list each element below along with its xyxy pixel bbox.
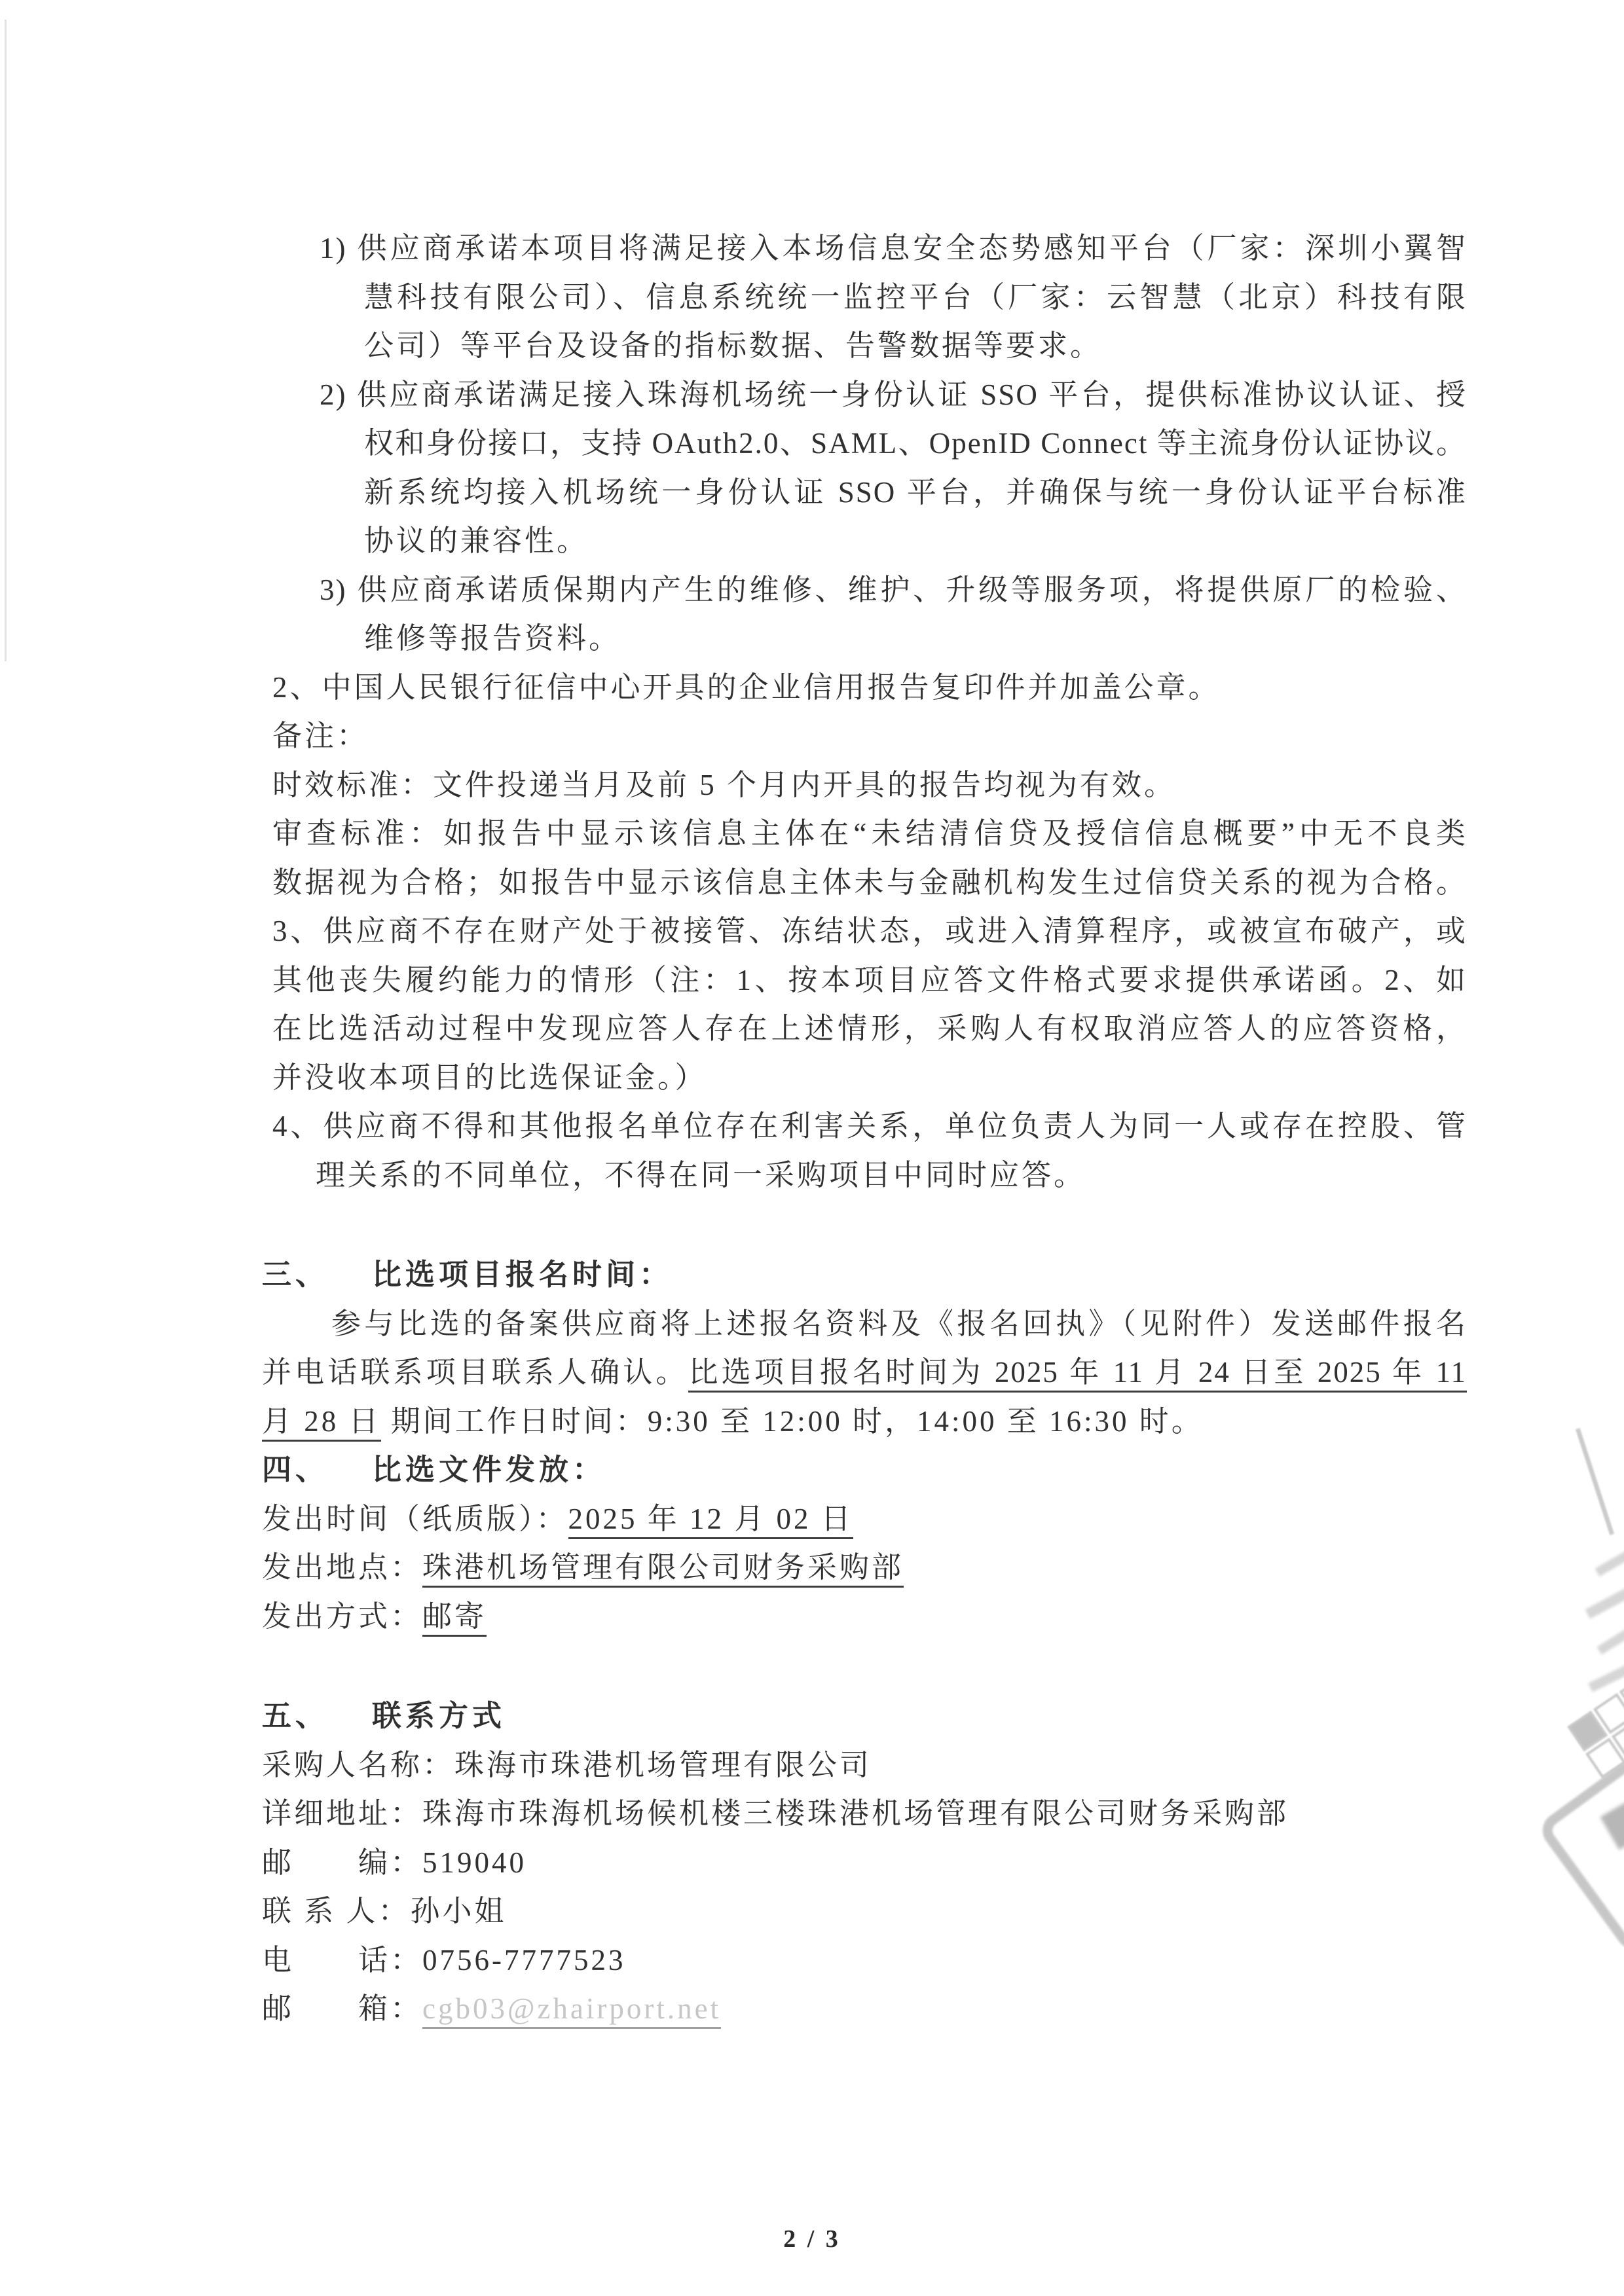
- underlined-text: 邮寄: [422, 1600, 487, 1637]
- text-segment: 比选文件发放：: [372, 1453, 606, 1486]
- text-line: [272, 809, 1467, 858]
- text-segment: 慧科技有限公司）、信息系统统一监控平台（厂家：云智慧（北京）科技有限: [364, 280, 1467, 314]
- text-line: [331, 1300, 1467, 1349]
- text-line: [262, 1789, 1467, 1838]
- text-line: [272, 712, 1467, 761]
- underlined-text: 珠港机场管理有限公司财务采购部: [422, 1551, 904, 1588]
- text-line: [316, 1151, 1467, 1200]
- text-line: [262, 1984, 1467, 2033]
- underlined-text: cgb03@zhairport.net: [422, 1992, 721, 2029]
- text-segment: 并没收本项目的比选保证金。）: [272, 1061, 707, 1094]
- text-segment: 邮 编：519040: [262, 1846, 527, 1879]
- stamp-diagonal-stroke: [1576, 1428, 1614, 1535]
- text-segment: 1) 供应商承诺本项目将满足接入本场信息安全态势感知平台（厂家：深圳小翼智: [320, 232, 1467, 264]
- section-heading: [262, 1446, 1467, 1495]
- stamp-smudge: [1588, 1663, 1624, 1692]
- text-line: [272, 858, 1467, 907]
- text-segment: 备注：: [272, 720, 369, 752]
- text-line: [272, 1102, 1467, 1151]
- text-line: [262, 1838, 1467, 1887]
- text-segment: 协议的兼容性。: [364, 524, 589, 557]
- text-line: [272, 956, 1467, 1005]
- text-segment: 发出时间（纸质版）：: [262, 1502, 568, 1535]
- text-segment: 电 话：0756-7777523: [262, 1943, 626, 1977]
- text-line: [262, 1543, 1467, 1592]
- text-segment: 公司）等平台及设备的指标数据、告警数据等要求。: [364, 329, 1103, 362]
- stamp-smudge: [1585, 1586, 1624, 1618]
- text-line: [272, 1053, 1467, 1102]
- text-segment: 详细地址：珠海市珠海机场候机楼三楼珠港机场管理有限公司财务采购部: [262, 1797, 1289, 1830]
- text-line: [262, 1397, 1467, 1446]
- scan-edge-artifact: [5, 20, 7, 661]
- text-segment: 联系方式: [372, 1700, 506, 1732]
- underlined-text: 比选项目报名时间为 2025 年 11 月 24 日至 2025 年 11: [688, 1356, 1467, 1393]
- text-segment: 2) 供应商承诺满足接入珠海机场统一身份认证 SSO 平台，提供标准协议认证、授: [320, 378, 1467, 411]
- text-line: [262, 1887, 1467, 1936]
- text-line: [364, 273, 1467, 322]
- stamp-smudge: [1596, 1628, 1624, 1654]
- text-line: [272, 761, 1467, 810]
- text-segment: 3、供应商不存在财产处于被接管、冻结状态，或进入清算程序，或被宣布破产，或: [272, 915, 1467, 947]
- text-segment: 理关系的不同单位，不得在同一采购项目中同时应答。: [316, 1158, 1086, 1192]
- page-number: 2 / 3: [783, 2225, 841, 2253]
- text-line: [320, 371, 1467, 420]
- text-segment: 发出方式：: [262, 1599, 423, 1633]
- text-segment: 参与比选的备案供应商将上述报名资料及《报名回执》（见附件）发送邮件报名: [331, 1307, 1467, 1340]
- text-segment: 邮 箱：: [262, 1992, 423, 2025]
- text-segment: 并电话联系项目联系人确认。: [262, 1356, 689, 1389]
- text-segment: 其他丧失履约能力的情形（注：1、按本项目应答文件格式要求提供承诺函。2、如: [272, 963, 1467, 996]
- text-line: [272, 663, 1467, 712]
- text-line: [364, 614, 1467, 663]
- text-segment: 五、: [262, 1700, 329, 1732]
- text-segment: 3) 供应商承诺质保期内产生的维修、维护、升级等服务项，将提供原厂的检验、: [320, 573, 1467, 606]
- text-segment: 新系统均接入机场统一身份认证 SSO 平台，并确保与统一身份认证平台标准: [364, 475, 1467, 509]
- text-line: [364, 517, 1467, 566]
- document-body: [262, 224, 1467, 2033]
- text-line: [364, 321, 1467, 371]
- seal-stamp-mark: [1559, 1408, 1624, 1931]
- section-heading: [262, 1250, 1467, 1300]
- text-segment: 权和身份接口，支持 OAuth2.0、SAML、OpenID Connect 等主流身份认证协议。: [364, 427, 1467, 460]
- underlined-text: 月 28 日: [262, 1405, 381, 1442]
- text-segment: 在比选活动过程中发现应答人存在上述情形，采购人有权取消应答人的应答资格，: [272, 1012, 1467, 1045]
- text-line: [262, 1592, 1467, 1641]
- text-line: [320, 224, 1467, 273]
- text-segment: 三、: [262, 1258, 329, 1291]
- text-line: [262, 1936, 1467, 1985]
- text-line: [262, 1348, 1467, 1397]
- text-segment: 4、供应商不得和其他报名单位存在利害关系，单位负责人为同一人或存在控股、管: [272, 1110, 1467, 1142]
- text-segment: 发出地点：: [262, 1551, 423, 1584]
- text-line: [364, 419, 1467, 468]
- text-line: [272, 907, 1467, 956]
- stamp-smudge: [1595, 1549, 1624, 1576]
- text-segment: 四、: [262, 1453, 329, 1486]
- text-segment: 时效标准：文件投递当月及前 5 个月内开具的报告均视为有效。: [272, 768, 1177, 801]
- text-line: [272, 1004, 1467, 1053]
- text-segment: 2、中国人民银行征信中心开具的企业信用报告复印件并加盖公章。: [272, 670, 1221, 704]
- text-line: [262, 1741, 1467, 1790]
- text-segment: 期间工作日时间：9:30 至 12:00 时，14:00 至 16:30 时。: [380, 1404, 1204, 1438]
- text-segment: 采购人名称：珠海市珠港机场管理有限公司: [262, 1748, 872, 1781]
- text-line: [364, 468, 1467, 517]
- text-segment: 审查标准：如报告中显示该信息主体在“未结清信贷及授信信息概要”中无不良类: [272, 817, 1467, 850]
- text-line: [262, 1495, 1467, 1544]
- text-segment: 维修等报告资料。: [364, 622, 621, 655]
- text-line: [320, 566, 1467, 615]
- text-segment: 数据视为合格；如报告中显示该信息主体未与金融机构发生过信贷关系的视为合格。: [272, 866, 1467, 899]
- stamp-grid-pattern: [1567, 1675, 1624, 1779]
- underlined-text: 2025 年 12 月 02 日: [568, 1503, 853, 1539]
- text-segment: 比选项目报名时间：: [372, 1258, 673, 1291]
- text-segment: 联 系 人：孙小姐: [262, 1895, 507, 1927]
- section-heading: [262, 1692, 1467, 1741]
